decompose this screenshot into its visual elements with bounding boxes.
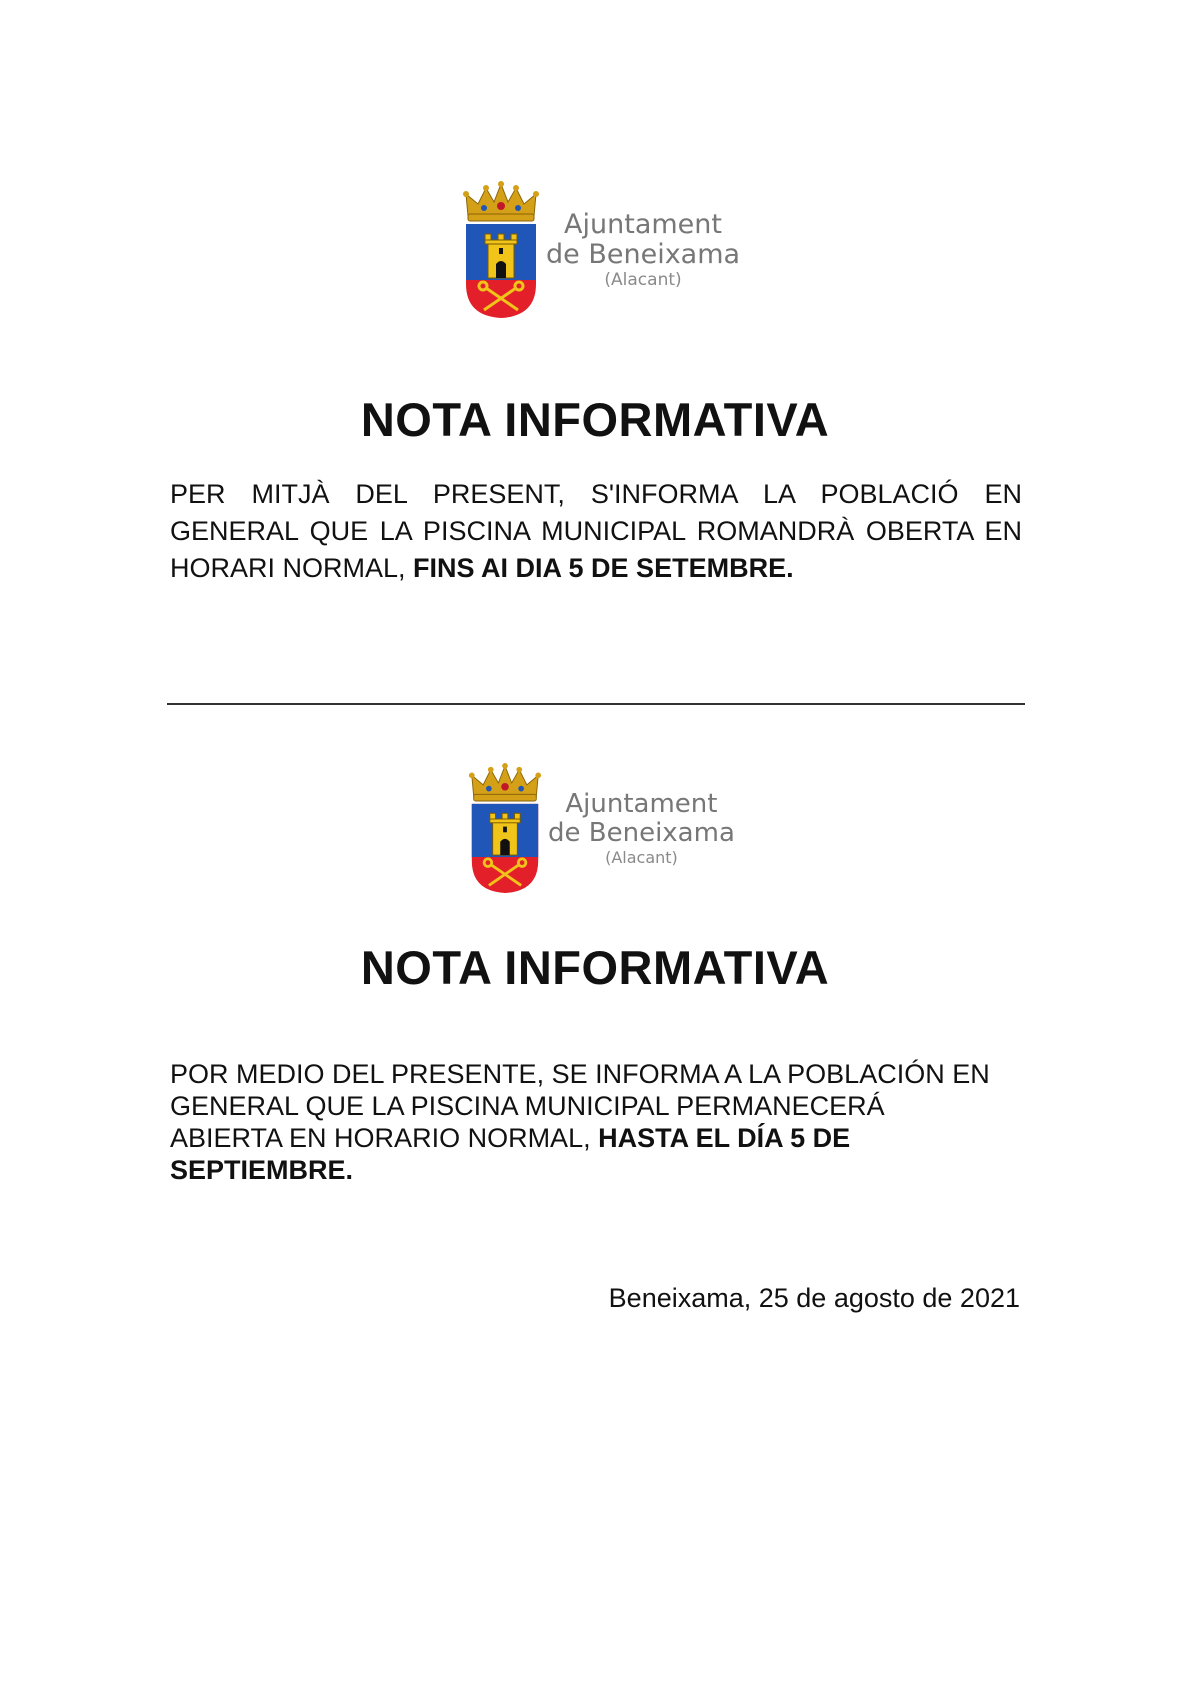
- logo-line-ajuntament: Ajuntament: [565, 789, 718, 820]
- logo-wordmark: [548, 790, 735, 867]
- logo-line-ajuntament: Ajuntament: [564, 208, 722, 240]
- notice-deadline-spanish: HASTA EL DÍA 5 DE SEPTIEMBRE.: [170, 1123, 851, 1185]
- town-coat-of-arms-icon: [462, 180, 540, 320]
- logo-line-beneixama: de Beneixama: [546, 238, 741, 270]
- town-logo: [462, 180, 740, 320]
- notice-body-valencian: [170, 476, 1022, 587]
- signature-date: Beneixama, 25 de agosto de 2021: [608, 1283, 1020, 1313]
- section-divider: [167, 703, 1025, 705]
- town-logo: [468, 762, 735, 895]
- notice-text-spanish: POR MEDIO DEL PRESENTE, SE INFORMA A LA POBLACIÓN EN GENERAL QUE LA PISCINA MUNICIPAL PERMANECERÁ ABIERTA EN HORARIO NORMAL,: [170, 1059, 990, 1153]
- notice-text-valencian: PER MITJÀ DEL PRESENT, S'INFORMA LA POBLACIÓ EN GENERAL QUE LA PISCINA MUNICIPAL ROMANDRÀ OBERTA EN HORARI NORMAL,: [170, 479, 1022, 583]
- logo-line-alacant: (Alacant): [604, 270, 682, 291]
- logo-wordmark: [546, 210, 740, 290]
- notice-deadline-valencian: FINS AI DIA 5 DE SETEMBRE.: [413, 553, 794, 583]
- notice-title-valencian: NOTA INFORMATIVA: [360, 393, 830, 446]
- logo-line-alacant: (Alacant): [605, 848, 678, 868]
- notice-body-spanish: [170, 1058, 1000, 1186]
- notice-title-spanish: NOTA INFORMATIVA: [360, 941, 830, 994]
- town-coat-of-arms-icon: [468, 762, 542, 895]
- logo-line-beneixama: de Beneixama: [548, 817, 735, 848]
